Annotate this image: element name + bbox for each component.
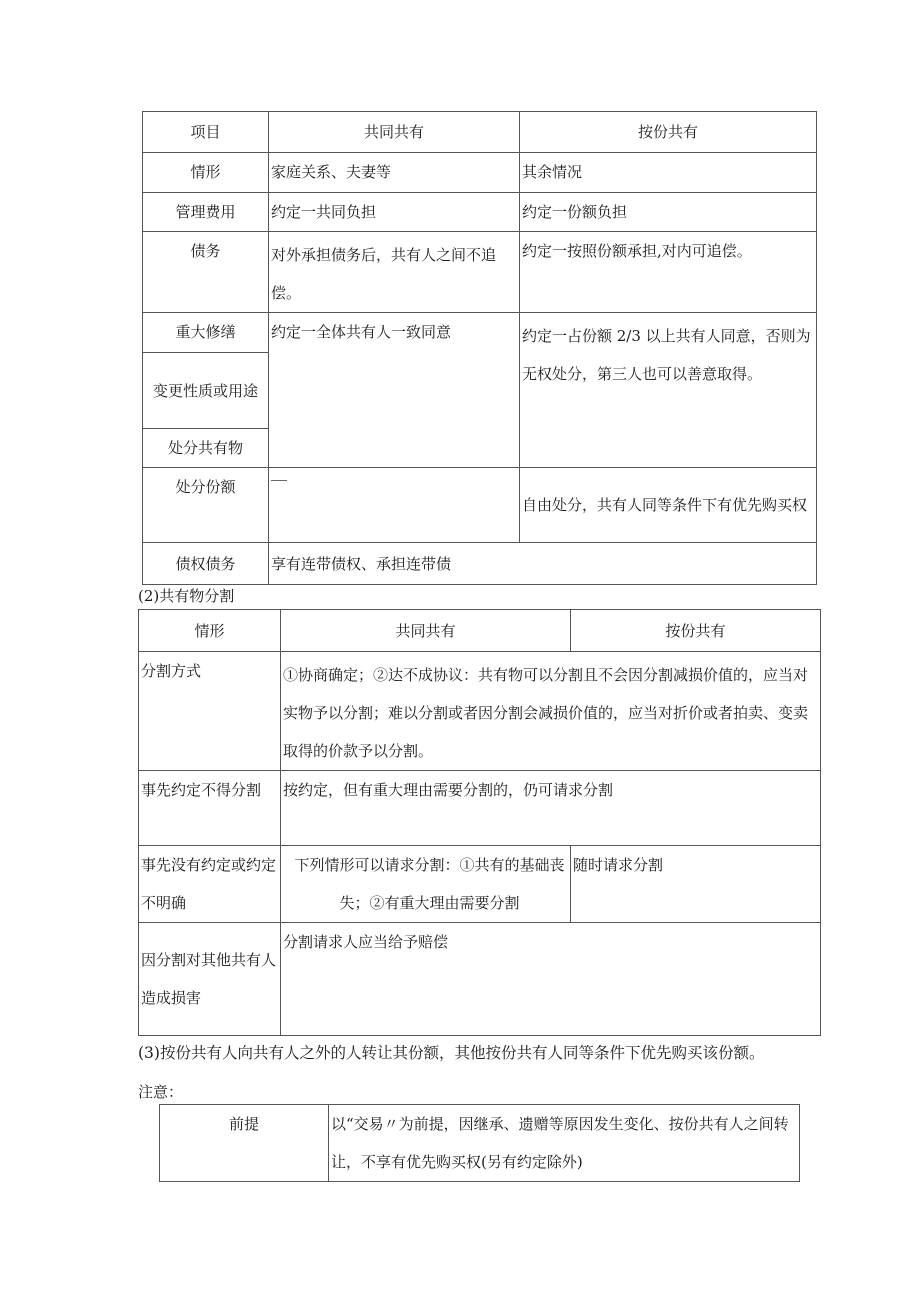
table-row xyxy=(139,771,821,846)
table-row xyxy=(139,652,821,771)
header-joint: 共同共有 xyxy=(269,112,520,153)
table-row xyxy=(143,313,817,353)
table-header-row xyxy=(139,610,821,652)
row-label: 事先没有约定或约定不明确 xyxy=(139,846,281,923)
note-table xyxy=(159,1104,800,1182)
header-share: 按份共有 xyxy=(571,610,821,652)
table-row xyxy=(143,232,817,313)
header-item: 项目 xyxy=(143,112,269,153)
row-label: 处分共有物 xyxy=(143,429,269,468)
cell-share-merged: 约定一占份额 2/3 以上共有人同意，否则为无权处分，第三人也可以善意取得。 xyxy=(520,313,817,468)
cell-joint xyxy=(269,468,520,543)
cell-merged: 按约定，但有重大理由需要分割的，仍可请求分割 xyxy=(281,771,821,846)
cell-merged: ①协商确定；②达不成协议：共有物可以分割且不会因分割减损价值的，应当对实物予以分割；难以分割或者因分割会减损价值的，应当对折价或者拍卖、变卖取得的价款予以分割。 xyxy=(281,652,821,771)
table-row xyxy=(143,193,817,232)
cell-joint-merged: 约定一全体共有人一致同意 xyxy=(269,313,520,468)
table-row xyxy=(143,543,817,585)
row-label: 因分割对其他共有人造成损害 xyxy=(139,923,281,1036)
header-share: 按份共有 xyxy=(520,112,817,153)
comparison-table-ownership xyxy=(142,111,817,585)
dash-placeholder xyxy=(271,480,287,481)
row-label: 债权债务 xyxy=(143,543,269,585)
table-row xyxy=(143,468,817,543)
cell-joint: 家庭关系、夫妻等 xyxy=(269,153,520,193)
cell-content: 以“交易〃为前提，因继承、遗赠等原因发生变化、按份共有人之间转让，不享有优先购买权(另有约定除外) xyxy=(329,1105,800,1182)
row-label: 债务 xyxy=(143,232,269,313)
table-row xyxy=(139,923,821,1036)
row-label: 情形 xyxy=(143,153,269,193)
table-row xyxy=(139,846,821,923)
row-label: 事先约定不得分割 xyxy=(139,771,281,846)
cell-share: 约定一按照份额承担,对内可追偿。 xyxy=(520,232,817,313)
cell-joint: 对外承担债务后，共有人之间不追偿。 xyxy=(269,232,520,313)
cell-share: 约定一份额负担 xyxy=(520,193,817,232)
row-label: 变更性质或用途 xyxy=(143,353,269,429)
table-header-row xyxy=(143,112,817,153)
cell-share: 自由处分，共有人同等条件下有优先购买权 xyxy=(520,468,817,543)
cell-share: 其余情况 xyxy=(520,153,817,193)
cell-merged: 分割请求人应当给予赔偿 xyxy=(281,923,821,1036)
cell-joint: 约定一共同负担 xyxy=(269,193,520,232)
cell-joint: 下列情形可以请求分割：①共有的基础丧失；②有重大理由需要分割 xyxy=(281,846,571,923)
partition-table xyxy=(138,609,821,1036)
section-heading-partition: (2)共有物分割 xyxy=(138,587,235,605)
row-label: 分割方式 xyxy=(139,652,281,771)
row-label: 管理费用 xyxy=(143,193,269,232)
row-label: 处分份额 xyxy=(143,468,269,543)
row-label: 重大修缮 xyxy=(143,313,269,353)
note-label: 注意： xyxy=(138,1083,184,1101)
section-3-paragraph: (3)按份共有人向共有人之外的人转让其份额，其他按份共有人同等条件下优先购买该份额。 xyxy=(138,1044,765,1062)
header-joint: 共同共有 xyxy=(281,610,571,652)
table-row xyxy=(160,1105,800,1182)
table-row xyxy=(143,153,817,193)
cell-merged: 享有连带债权、承担连带债 xyxy=(269,543,817,585)
row-label: 前提 xyxy=(160,1105,329,1182)
header-situation: 情形 xyxy=(139,610,281,652)
cell-share: 随时请求分割 xyxy=(571,846,821,923)
